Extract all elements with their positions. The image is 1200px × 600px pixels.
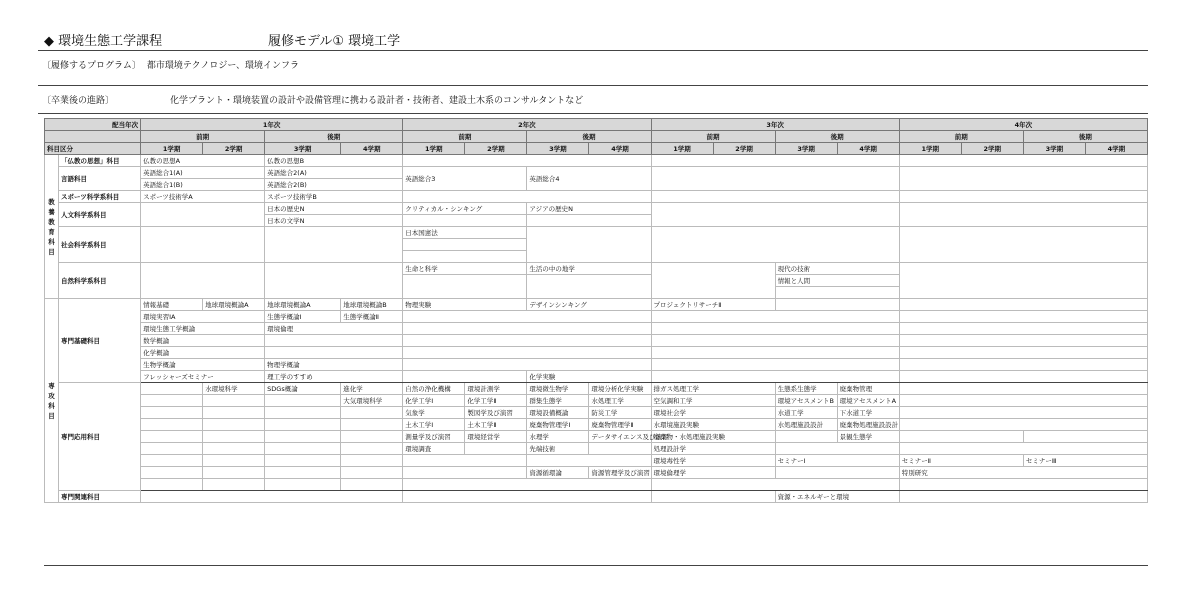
course-cell: 日本国憲法 bbox=[403, 227, 527, 239]
course-cell: 環境微生物学 bbox=[527, 383, 589, 395]
program-line bbox=[42, 58, 299, 71]
course-cell: 環境計測学 bbox=[465, 383, 527, 395]
course-cell: 先端技術 bbox=[527, 443, 589, 455]
course-cell: 群集生態学 bbox=[527, 395, 589, 407]
course-cell: 下水道工学 bbox=[837, 407, 899, 419]
course-cell: 環境設備概論 bbox=[527, 407, 589, 419]
course-cell: 日本の文学N bbox=[265, 215, 403, 227]
category-language: 言語科目 bbox=[59, 167, 141, 191]
model-title: 履修モデル① 環境工学 bbox=[268, 34, 401, 49]
quarter: 1学期 bbox=[141, 143, 203, 155]
course-cell: 英語総合3 bbox=[403, 167, 527, 191]
course-cell: 環境実習ⅠA bbox=[141, 311, 265, 323]
course-cell: 気象学 bbox=[403, 407, 465, 419]
course-cell: 英語総合1(A) bbox=[141, 167, 265, 179]
course-cell: 化学工学Ⅱ bbox=[465, 395, 527, 407]
course-cell: アジアの歴史N bbox=[527, 203, 651, 215]
table-row bbox=[45, 311, 1148, 323]
course-cell: 英語総合2(B) bbox=[265, 179, 403, 191]
course-cell: 大気環境科学 bbox=[341, 395, 403, 407]
course-cell: 理工学のすすめ bbox=[265, 371, 403, 383]
course-cell: 水環境科学 bbox=[203, 383, 265, 395]
table-row bbox=[45, 191, 1148, 203]
course-cell: フレッシャーズセミナー bbox=[141, 371, 265, 383]
category-social: 社会科学系科目 bbox=[59, 227, 141, 263]
course-cell: 環境分析化学実験 bbox=[589, 383, 651, 395]
course-cell: 化学実験 bbox=[527, 371, 651, 383]
course-cell: 現代の技術 bbox=[775, 263, 899, 275]
table-row bbox=[45, 371, 1148, 383]
course-cell: セミナーⅢ bbox=[1023, 455, 1147, 467]
course-cell: 生態学概論Ⅰ bbox=[265, 311, 341, 323]
course-cell: 物理実験 bbox=[403, 299, 527, 311]
career-label: 〔卒業後の進路〕 bbox=[42, 96, 115, 106]
half-second: 後期 bbox=[265, 131, 403, 143]
half-first: 前期 bbox=[651, 131, 775, 143]
group-general: 教養教育科目 bbox=[45, 155, 59, 299]
quarter: 4学期 bbox=[589, 143, 651, 155]
career-line bbox=[42, 93, 583, 106]
table-row bbox=[45, 335, 1148, 347]
course-cell: プロジェクトリサーチⅡ bbox=[651, 299, 775, 311]
course-cell: 日本の歴史N bbox=[265, 203, 403, 215]
course-title: ◆ 環境生態工学課程 bbox=[44, 34, 163, 49]
table-row bbox=[45, 383, 1148, 395]
course-cell: 特別研究 bbox=[899, 467, 1147, 479]
divider bbox=[44, 565, 1148, 566]
course-cell: 廃棄物管理学Ⅱ bbox=[589, 419, 651, 431]
course-cell: 英語総合2(A) bbox=[265, 167, 403, 179]
course-cell: 土木工学Ⅰ bbox=[403, 419, 465, 431]
course-cell: 水理学 bbox=[527, 431, 589, 443]
course-cell: 環境生態工学概論 bbox=[141, 323, 265, 335]
quarter: 4学期 bbox=[1085, 143, 1147, 155]
course-cell: 英語総合1(B) bbox=[141, 179, 265, 191]
course-cell: 進化学 bbox=[341, 383, 403, 395]
quarter: 2学期 bbox=[203, 143, 265, 155]
quarter: 2学期 bbox=[961, 143, 1023, 155]
half-second: 後期 bbox=[527, 131, 651, 143]
course-cell: データサイエンス及び演習 bbox=[589, 431, 651, 443]
quarter: 1学期 bbox=[403, 143, 465, 155]
course-cell: 生態学概論Ⅱ bbox=[341, 311, 403, 323]
course-cell: 環境倫理 bbox=[265, 323, 403, 335]
half-first: 前期 bbox=[899, 131, 1023, 143]
quarter: 3学期 bbox=[775, 143, 837, 155]
table-row bbox=[45, 491, 1148, 503]
course-cell: 仏教の思想A bbox=[141, 155, 265, 167]
course-cell: 地球環境概論B bbox=[341, 299, 403, 311]
course-cell: 廃棄物管理学Ⅰ bbox=[527, 419, 589, 431]
quarter: 3学期 bbox=[527, 143, 589, 155]
course-cell: 数学概論 bbox=[141, 335, 265, 347]
quarter: 2学期 bbox=[713, 143, 775, 155]
category-natural: 自然科学系科目 bbox=[59, 263, 141, 299]
category-related: 専門関連科目 bbox=[59, 491, 141, 503]
course-cell: 物理学概論 bbox=[265, 359, 403, 371]
quarter: 3学期 bbox=[265, 143, 341, 155]
course-cell: 排ガス処理工学 bbox=[651, 383, 775, 395]
course-cell: 自然の浄化機構 bbox=[403, 383, 465, 395]
table-row bbox=[45, 359, 1148, 371]
course-cell: セミナーⅡ bbox=[899, 455, 1023, 467]
table-row bbox=[45, 407, 1148, 419]
quarter: 1学期 bbox=[899, 143, 961, 155]
divider bbox=[38, 85, 1148, 86]
course-cell: 地球環境概論A bbox=[203, 299, 265, 311]
quarter-header-row bbox=[45, 143, 1148, 155]
course-cell: 測量学及び演習 bbox=[403, 431, 465, 443]
course-cell: 資源循環論 bbox=[527, 467, 589, 479]
category-applied: 専門応用科目 bbox=[59, 383, 141, 491]
course-cell: クリティカル・シンキング bbox=[403, 203, 527, 215]
table-row bbox=[45, 299, 1148, 311]
year-3: 3年次 bbox=[651, 119, 899, 131]
course-cell: 生態系生態学 bbox=[775, 383, 837, 395]
table-row bbox=[45, 479, 1148, 491]
course-cell: 情報基礎 bbox=[141, 299, 203, 311]
category-corner: 科目区分 bbox=[45, 143, 141, 155]
course-cell: 英語総合4 bbox=[527, 167, 651, 191]
table-row bbox=[45, 419, 1148, 431]
divider bbox=[38, 113, 1148, 114]
table-row bbox=[45, 263, 1148, 275]
year-1: 1年次 bbox=[141, 119, 403, 131]
course-cell: SDGs概論 bbox=[265, 383, 341, 395]
half-first: 前期 bbox=[403, 131, 527, 143]
year-4: 4年次 bbox=[899, 119, 1147, 131]
group-specialized: 専攻科目 bbox=[45, 299, 59, 503]
course-cell: 景観生態学 bbox=[837, 431, 899, 443]
course-cell: 生活の中の地学 bbox=[527, 263, 651, 275]
category-buddhism: 「仏教の思想」科目 bbox=[59, 155, 141, 167]
course-cell: 情報と人間 bbox=[775, 275, 899, 287]
course-cell: 水環境施設実験 bbox=[651, 419, 775, 431]
career-value: 化学プラント・環境装置の設計や設備管理に携わる設計者・技術者、建設土木系のコンサルタントなど bbox=[170, 96, 584, 106]
course-cell: 環境経営学 bbox=[465, 431, 527, 443]
course-cell: 化学工学Ⅰ bbox=[403, 395, 465, 407]
table-row bbox=[45, 203, 1148, 215]
course-cell: 生命と科学 bbox=[403, 263, 527, 275]
category-basic: 専門基礎科目 bbox=[59, 299, 141, 383]
course-cell: 廃棄物・水処理施設実験 bbox=[651, 431, 775, 443]
course-cell: 生物学概論 bbox=[141, 359, 265, 371]
course-cell: 処理設計学 bbox=[651, 443, 775, 455]
quarter: 4学期 bbox=[341, 143, 403, 155]
table-row bbox=[45, 455, 1148, 467]
category-sports: スポーツ科学系科目 bbox=[59, 191, 141, 203]
half-header-row bbox=[45, 131, 1148, 143]
quarter: 4学期 bbox=[837, 143, 899, 155]
table-row bbox=[45, 227, 1148, 239]
table-row bbox=[45, 443, 1148, 455]
table-row bbox=[45, 155, 1148, 167]
course-cell: 空気調和工学 bbox=[651, 395, 775, 407]
page-header bbox=[44, 30, 1148, 52]
corner-label: 配当年次 bbox=[45, 119, 141, 131]
course-cell: スポーツ技術学B bbox=[265, 191, 403, 203]
course-cell: 環境倫理学 bbox=[651, 467, 775, 479]
course-cell: 水処理施設設計 bbox=[775, 419, 837, 431]
half-first: 前期 bbox=[141, 131, 265, 143]
table-row bbox=[45, 347, 1148, 359]
half-second: 後期 bbox=[775, 131, 899, 143]
course-cell: 廃棄物管理 bbox=[837, 383, 899, 395]
course-cell: 水処理工学 bbox=[589, 395, 651, 407]
course-cell: 仏教の思想B bbox=[265, 155, 403, 167]
half-second: 後期 bbox=[1023, 131, 1147, 143]
course-cell: 資源管理学及び演習 bbox=[589, 467, 651, 479]
quarter: 3学期 bbox=[1023, 143, 1085, 155]
table-row bbox=[45, 467, 1148, 479]
course-cell: 製図学及び演習 bbox=[465, 407, 527, 419]
year-2: 2年次 bbox=[403, 119, 651, 131]
quarter: 2学期 bbox=[465, 143, 527, 155]
course-cell: 環境調査 bbox=[403, 443, 465, 455]
program-label: 〔履修するプログラム〕 bbox=[42, 61, 141, 71]
course-cell: 地球環境概論A bbox=[265, 299, 341, 311]
table-row bbox=[45, 323, 1148, 335]
course-cell: セミナーⅠ bbox=[775, 455, 899, 467]
table-row bbox=[45, 395, 1148, 407]
year-header-row bbox=[45, 119, 1148, 131]
divider bbox=[38, 50, 1148, 51]
curriculum-table bbox=[44, 118, 1148, 503]
course-cell: 環境アセスメントB bbox=[775, 395, 837, 407]
course-cell: 資源・エネルギーと環境 bbox=[775, 491, 899, 503]
course-cell: 環境毒性学 bbox=[651, 455, 775, 467]
course-cell: 土木工学Ⅱ bbox=[465, 419, 527, 431]
category-humanities: 人文科学系科目 bbox=[59, 203, 141, 227]
program-value: 都市環境テクノロジー、環境インフラ bbox=[146, 61, 300, 71]
course-cell: 環境アセスメントA bbox=[837, 395, 899, 407]
course-cell: デザインシンキング bbox=[527, 299, 651, 311]
course-cell: 化学概論 bbox=[141, 347, 265, 359]
course-cell: 水道工学 bbox=[775, 407, 837, 419]
quarter: 1学期 bbox=[651, 143, 713, 155]
course-cell: 環境社会学 bbox=[651, 407, 775, 419]
course-cell: 廃棄物処理施設設計 bbox=[837, 419, 899, 431]
course-cell: スポーツ技術学A bbox=[141, 191, 265, 203]
table-row bbox=[45, 167, 1148, 179]
course-cell: 防災工学 bbox=[589, 407, 651, 419]
table-row bbox=[45, 431, 1148, 443]
